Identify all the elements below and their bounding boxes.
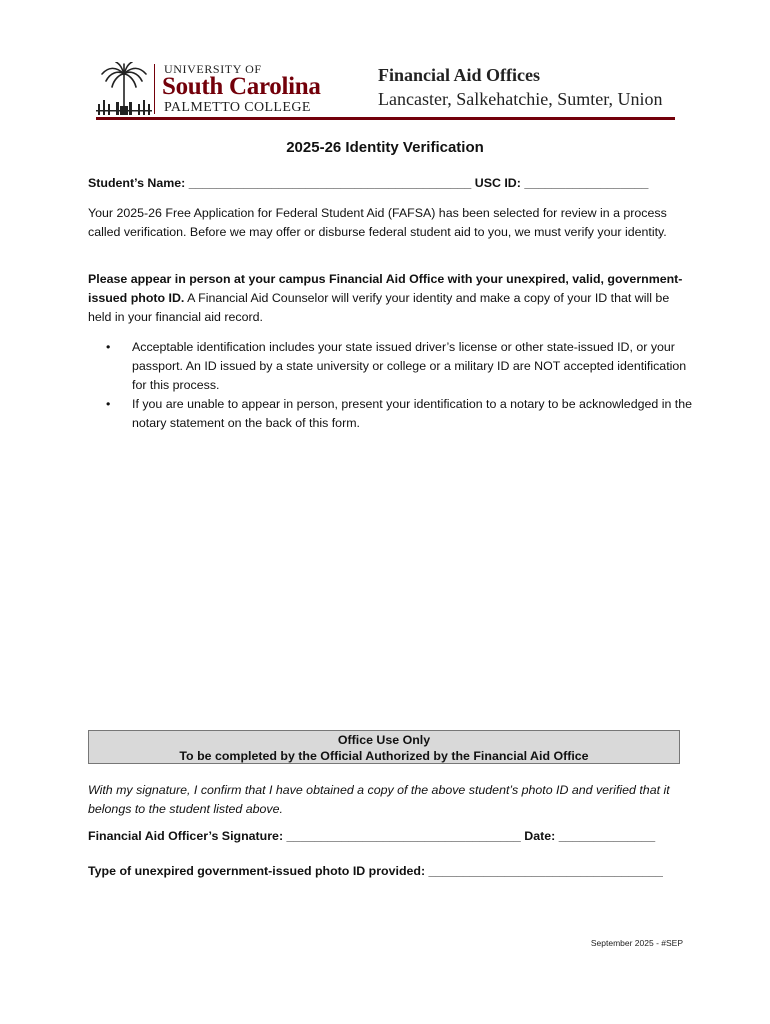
office-title: Financial Aid Offices: [378, 65, 540, 85]
id-requirements-list: [106, 338, 696, 433]
list-item: • Acceptable identification includes your state issued driver’s license or other state-issued ID, or your passport. An ID issued by a state university or college or a military ID are NOT accepted identification for this process.: [106, 338, 696, 395]
id-type-line: [88, 864, 663, 878]
id-type-label: Type of unexpired government-issued photo ID provided:: [88, 864, 426, 878]
office-use-heading: Office Use Only: [337, 733, 431, 747]
logo-college-text: PALMETTO COLLEGE: [164, 100, 311, 115]
header-divider: [96, 117, 675, 120]
id-type-field[interactable]: __________________________________: [428, 864, 663, 878]
date-label: Date:: [524, 829, 556, 843]
usc-id-field[interactable]: __________________: [524, 176, 649, 190]
list-item: • If you are unable to appear in person, present your identification to a notary to be acknowledged in the notary statement on the back of this form.: [106, 395, 696, 433]
palmetto-tree-icon: [96, 62, 152, 116]
signature-label: Financial Aid Officer’s Signature:: [88, 829, 284, 843]
usc-id-label: USC ID:: [474, 176, 521, 190]
student-name-label: Student’s Name:: [88, 176, 186, 190]
date-field[interactable]: ______________: [558, 829, 656, 843]
document-title: 2025-26 Identity Verification: [286, 139, 484, 156]
instruction-rest: A Financial Aid Counselor will verify your identity and make a copy of your ID that will be held in your financial aid record.: [88, 291, 670, 324]
officer-statement: With my signature, I confirm that I have obtained a copy of the above student’s photo ID and verified that it belongs to the student listed above.: [88, 783, 670, 816]
instruction-bold: Please appear in person at your campus Financial Aid Office with your unexpired, valid, government-issued photo ID.: [88, 272, 683, 305]
footer-version: September 2025 - #SEP: [590, 938, 683, 948]
university-logo: [96, 62, 336, 118]
logo-university-text: UNIVERSITY OF: [164, 62, 262, 76]
signature-line: [88, 829, 655, 843]
logo-divider: [154, 64, 155, 114]
student-info-line: [88, 176, 648, 190]
office-use-box: [88, 730, 680, 764]
instruction-paragraph: [88, 270, 688, 327]
student-name-field[interactable]: _________________________________________: [188, 176, 472, 190]
intro-paragraph: Your 2025-26 Free Application for Federal Student Aid (FAFSA) has been selected for review in a process called verification. Before we may offer or disburse federal student aid to you, we must verify your identity.: [88, 206, 667, 239]
logo-name-text: South Carolina: [162, 73, 321, 100]
office-use-subheading: To be completed by the Official Authorized by the Financial Aid Office: [179, 749, 589, 763]
signature-field[interactable]: __________________________________: [286, 829, 521, 843]
office-campuses: Lancaster, Salkehatchie, Sumter, Union: [378, 89, 663, 109]
